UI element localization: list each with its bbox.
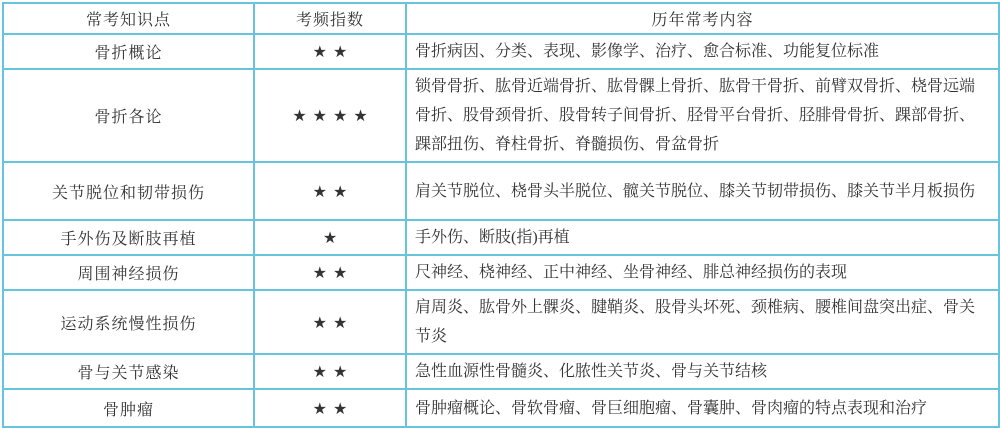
table-row bbox=[3, 354, 999, 389]
content-cell: 手外伤、断肢(指)再植 bbox=[406, 220, 999, 255]
topic-cell: 骨折各论 bbox=[3, 69, 254, 162]
content-cell: 急性血源性骨髓炎、化脓性关节炎、骨与关节结核 bbox=[406, 354, 999, 389]
content-cell: 骨折病因、分类、表现、影像学、治疗、愈合标准、功能复位标准 bbox=[406, 34, 999, 69]
table-row bbox=[3, 255, 999, 290]
star-rating: ★★★★ bbox=[254, 69, 406, 162]
topic-cell: 骨肿瘤 bbox=[3, 389, 254, 427]
content-cell: 肩关节脱位、桡骨头半脱位、髋关节脱位、膝关节韧带损伤、膝关节半月板损伤 bbox=[406, 162, 999, 220]
star-rating: ★★ bbox=[254, 290, 406, 354]
topic-cell: 手外伤及断肢再植 bbox=[3, 220, 254, 255]
table-row bbox=[3, 389, 999, 427]
star-rating: ★★ bbox=[254, 354, 406, 389]
content-cell: 骨肿瘤概论、骨软骨瘤、骨巨细胞瘤、骨囊肿、骨肉瘤的特点表现和治疗 bbox=[406, 389, 999, 427]
table-row bbox=[3, 34, 999, 69]
table-row bbox=[3, 290, 999, 354]
star-rating: ★★ bbox=[254, 255, 406, 290]
column-header-topic: 常考知识点 bbox=[3, 3, 254, 34]
table-row bbox=[3, 162, 999, 220]
column-header-frequency: 考频指数 bbox=[254, 3, 406, 34]
topic-cell: 周围神经损伤 bbox=[3, 255, 254, 290]
topic-cell: 骨与关节感染 bbox=[3, 354, 254, 389]
content-cell: 肩周炎、肱骨外上髁炎、腱鞘炎、股骨头坏死、颈椎病、腰椎间盘突出症、骨关节炎 bbox=[406, 290, 999, 354]
topic-cell: 关节脱位和韧带损伤 bbox=[3, 162, 254, 220]
table-header-row bbox=[3, 3, 999, 34]
star-rating: ★★ bbox=[254, 162, 406, 220]
content-cell: 锁骨骨折、肱骨近端骨折、肱骨髁上骨折、肱骨干骨折、前臂双骨折、桡骨远端骨折、股骨颈骨折、股骨转子间骨折、胫骨平台骨折、胫腓骨骨折、踝部骨折、踝部扭伤、脊柱骨折、脊髓损伤、骨盆骨折 bbox=[406, 69, 999, 162]
star-rating: ★ bbox=[254, 220, 406, 255]
star-rating: ★★ bbox=[254, 34, 406, 69]
exam-topics-table bbox=[2, 2, 1000, 428]
content-cell: 尺神经、桡神经、正中神经、坐骨神经、腓总神经损伤的表现 bbox=[406, 255, 999, 290]
star-rating: ★★ bbox=[254, 389, 406, 427]
table-row bbox=[3, 69, 999, 162]
topic-cell: 运动系统慢性损伤 bbox=[3, 290, 254, 354]
table-row bbox=[3, 220, 999, 255]
topic-cell: 骨折概论 bbox=[3, 34, 254, 69]
column-header-content: 历年常考内容 bbox=[406, 3, 999, 34]
